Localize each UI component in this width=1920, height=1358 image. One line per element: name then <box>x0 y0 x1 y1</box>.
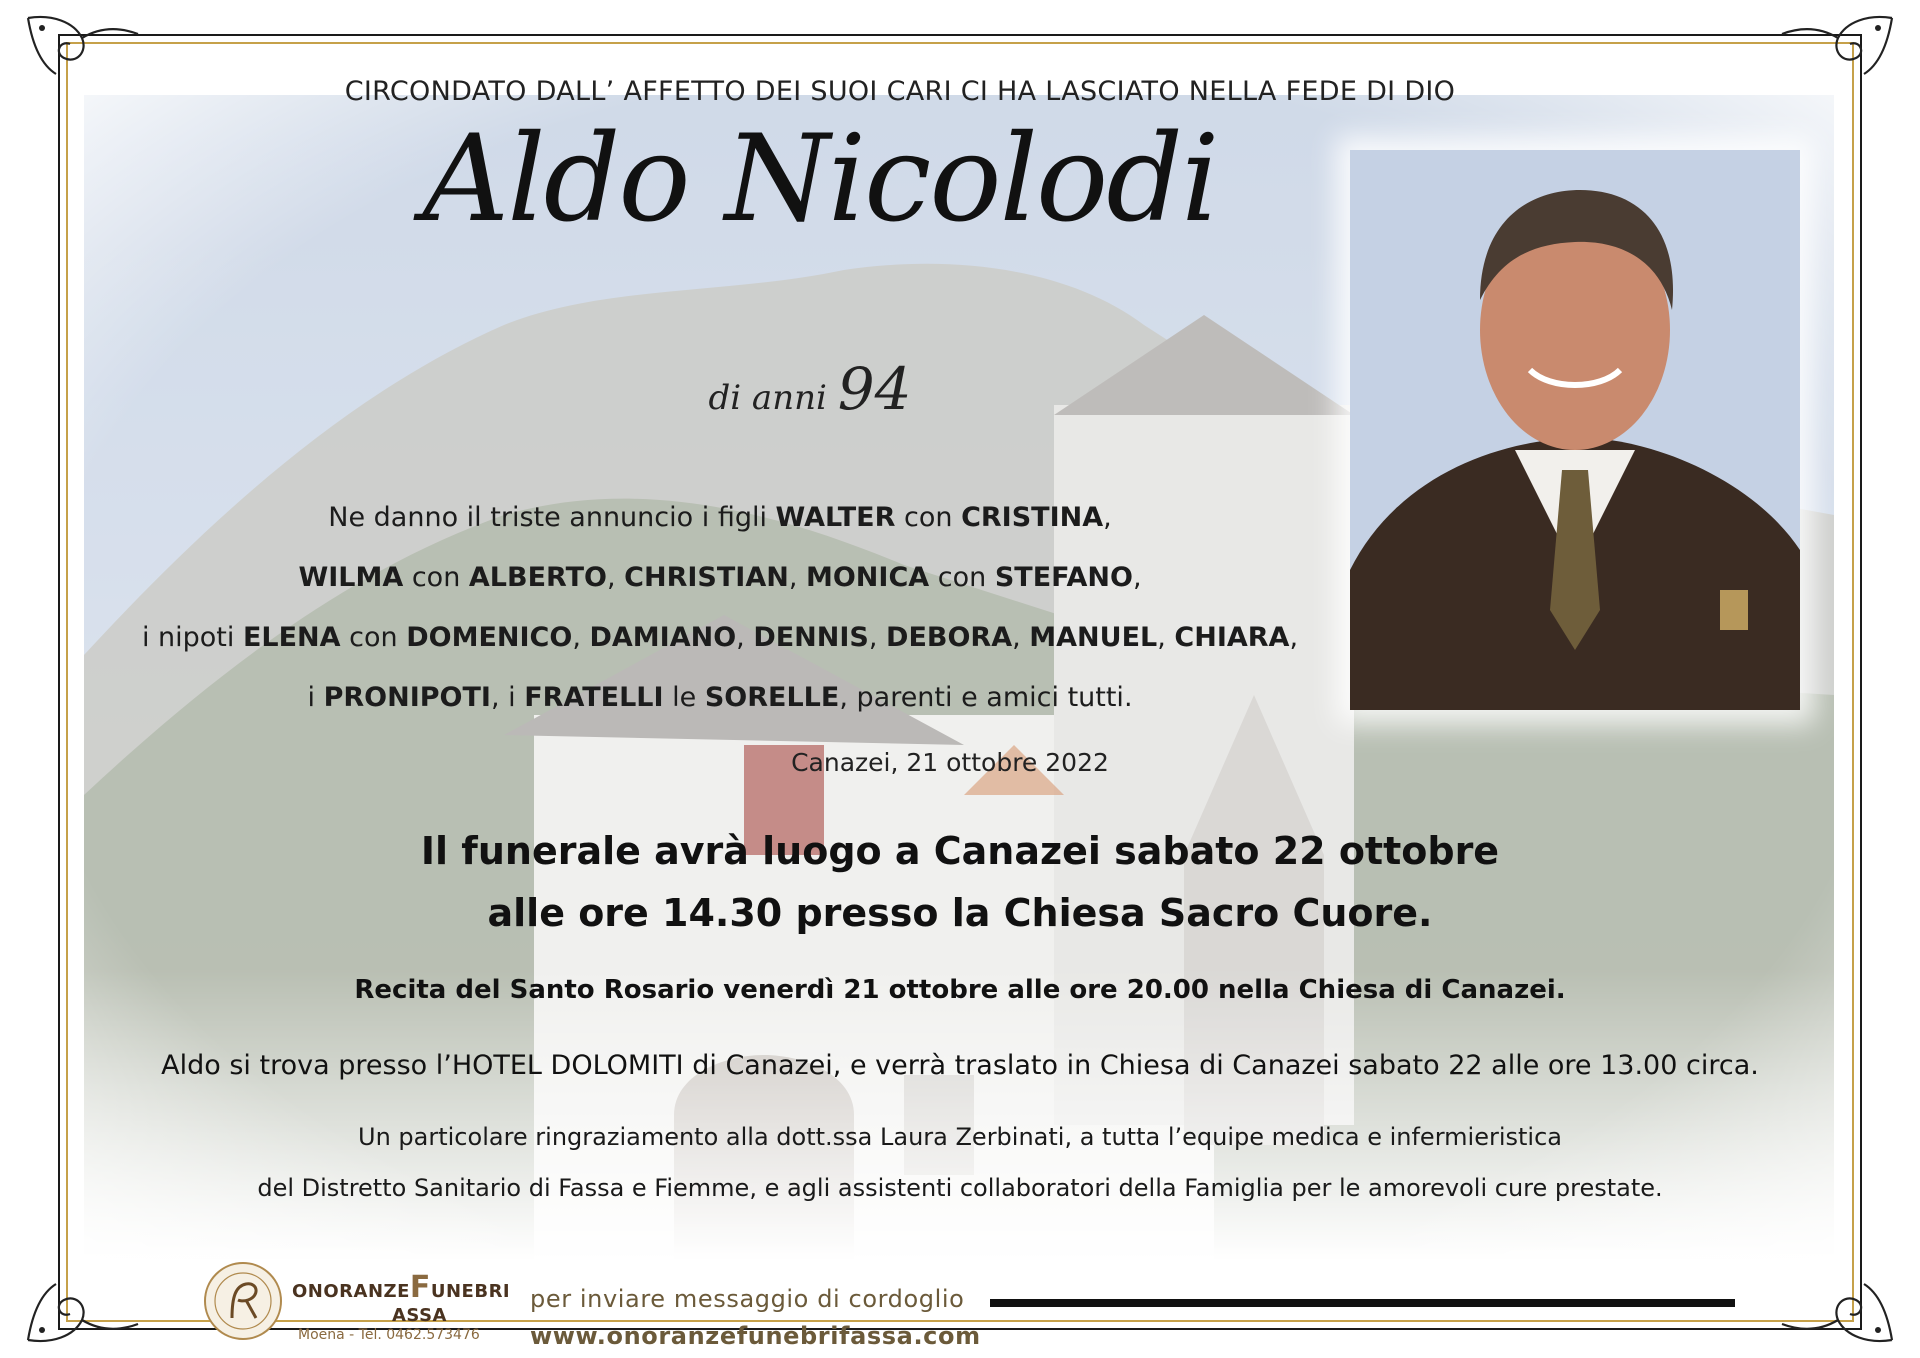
relative-name: CHIARA <box>1174 622 1290 653</box>
announcement-text: , parenti e amici tutti. <box>839 682 1133 713</box>
announcement-text: i <box>307 682 324 713</box>
announcement-text: , <box>606 562 625 593</box>
brand-part: UNEBRI <box>430 1281 511 1302</box>
announcement-text: con <box>340 622 407 653</box>
relative-name: DOMENICO <box>406 622 573 653</box>
relative-name: ALBERTO <box>468 562 607 593</box>
deceased-portrait-photo <box>1350 150 1800 710</box>
funeral-line-2: alle ore 14.30 presso la Chiesa Sacro Cuore. <box>487 891 1433 935</box>
thanks-line-1: Un particolare ringraziamento alla dott.ssa Laura Zerbinati, a tutta l’equipe medica e infermieristica <box>358 1123 1562 1151</box>
announcement-text: i nipoti <box>141 622 243 653</box>
announcement-line <box>130 548 1310 608</box>
announcement-text: , i <box>490 682 525 713</box>
deceased-name: Aldo Nicolodi <box>422 110 1218 249</box>
announcement-text: le <box>663 682 705 713</box>
relative-name: DAMIANO <box>589 622 737 653</box>
thanks-line-2: del Distretto Sanitario di Fassa e Fiemme, e agli assistenti collaboratori della Famiglia per le amorevoli cure prestate. <box>257 1174 1663 1202</box>
announcement-line <box>130 608 1310 668</box>
brand-part: ONORANZE <box>292 1281 410 1302</box>
relative-name: DEBORA <box>886 622 1013 653</box>
ornament-bottom-right-icon <box>1778 1270 1898 1350</box>
announcement-text: , <box>1103 502 1112 533</box>
condolence-message-text: per inviare messaggio di cordoglio <box>530 1285 965 1313</box>
relative-name: MANUEL <box>1029 622 1158 653</box>
funeral-line-1: Il funerale avrà luogo a Canazei sabato 22 ottobre <box>420 829 1500 873</box>
announcement-line <box>130 668 1310 728</box>
relative-name: PRONIPOTI <box>323 682 491 713</box>
age-prefix: di anni <box>708 378 827 418</box>
relative-name: STEFANO <box>994 562 1133 593</box>
place-date: Canazei, 21 ottobre 2022 <box>791 748 1109 777</box>
relative-name: WALTER <box>775 502 896 533</box>
announcement-text: , <box>1289 622 1299 653</box>
footer-divider-bar <box>990 1299 1735 1307</box>
announcement-text: , <box>572 622 590 653</box>
announcement-block <box>130 488 1310 728</box>
ornament-bottom-left-icon <box>22 1270 142 1350</box>
funeral-home-phone: Moena - Tel. 0462.573476 <box>298 1327 480 1343</box>
announcement-line <box>130 488 1310 548</box>
relative-name: FRATELLI <box>524 682 664 713</box>
announcement-text: con <box>895 502 962 533</box>
funeral-home-seal-logo <box>202 1260 284 1342</box>
funeral-home-brand <box>292 1270 510 1326</box>
relative-name: ELENA <box>242 622 341 653</box>
relative-name: CRISTINA <box>961 502 1104 533</box>
brand-part: ASSA <box>392 1305 447 1326</box>
relative-name: MONICA <box>805 562 930 593</box>
announcement-text: con <box>929 562 995 593</box>
headline: CIRCONDATO DALL’ AFFETTO DEI SUOI CARI CI HA LASCIATO NELLA FEDE DI DIO <box>344 76 1456 107</box>
announcement-text: , <box>1012 622 1030 653</box>
announcement-text: , <box>788 562 806 593</box>
brand-initial: F <box>409 1270 431 1305</box>
thanks-block <box>100 1112 1820 1214</box>
announcement-text: , <box>1132 562 1142 593</box>
condolence-url-link[interactable]: www.onoranzefunebrifassa.com <box>530 1322 981 1350</box>
relative-name: DENNIS <box>753 622 869 653</box>
hotel-info: Aldo si trova presso l’HOTEL DOLOMITI di Canazei, e verrà traslato in Chiesa di Canazei sabato 22 alle ore 13.00 circa. <box>161 1050 1759 1081</box>
relative-name: WILMA <box>298 562 404 593</box>
rosary-info: Recita del Santo Rosario venerdì 21 ottobre alle ore 20.00 nella Chiesa di Canazei. <box>354 975 1566 1005</box>
age-line <box>660 355 960 423</box>
announcement-text: , <box>736 622 754 653</box>
announcement-text: Ne danno il triste annuncio i figli <box>328 502 776 533</box>
announcement-text: , <box>1157 622 1175 653</box>
relative-name: CHRISTIAN <box>624 562 789 593</box>
relative-name: SORELLE <box>704 682 840 713</box>
announcement-text: , <box>868 622 887 653</box>
announcement-text: con <box>403 562 469 593</box>
funeral-info <box>200 820 1720 944</box>
age-value: 94 <box>837 355 912 423</box>
